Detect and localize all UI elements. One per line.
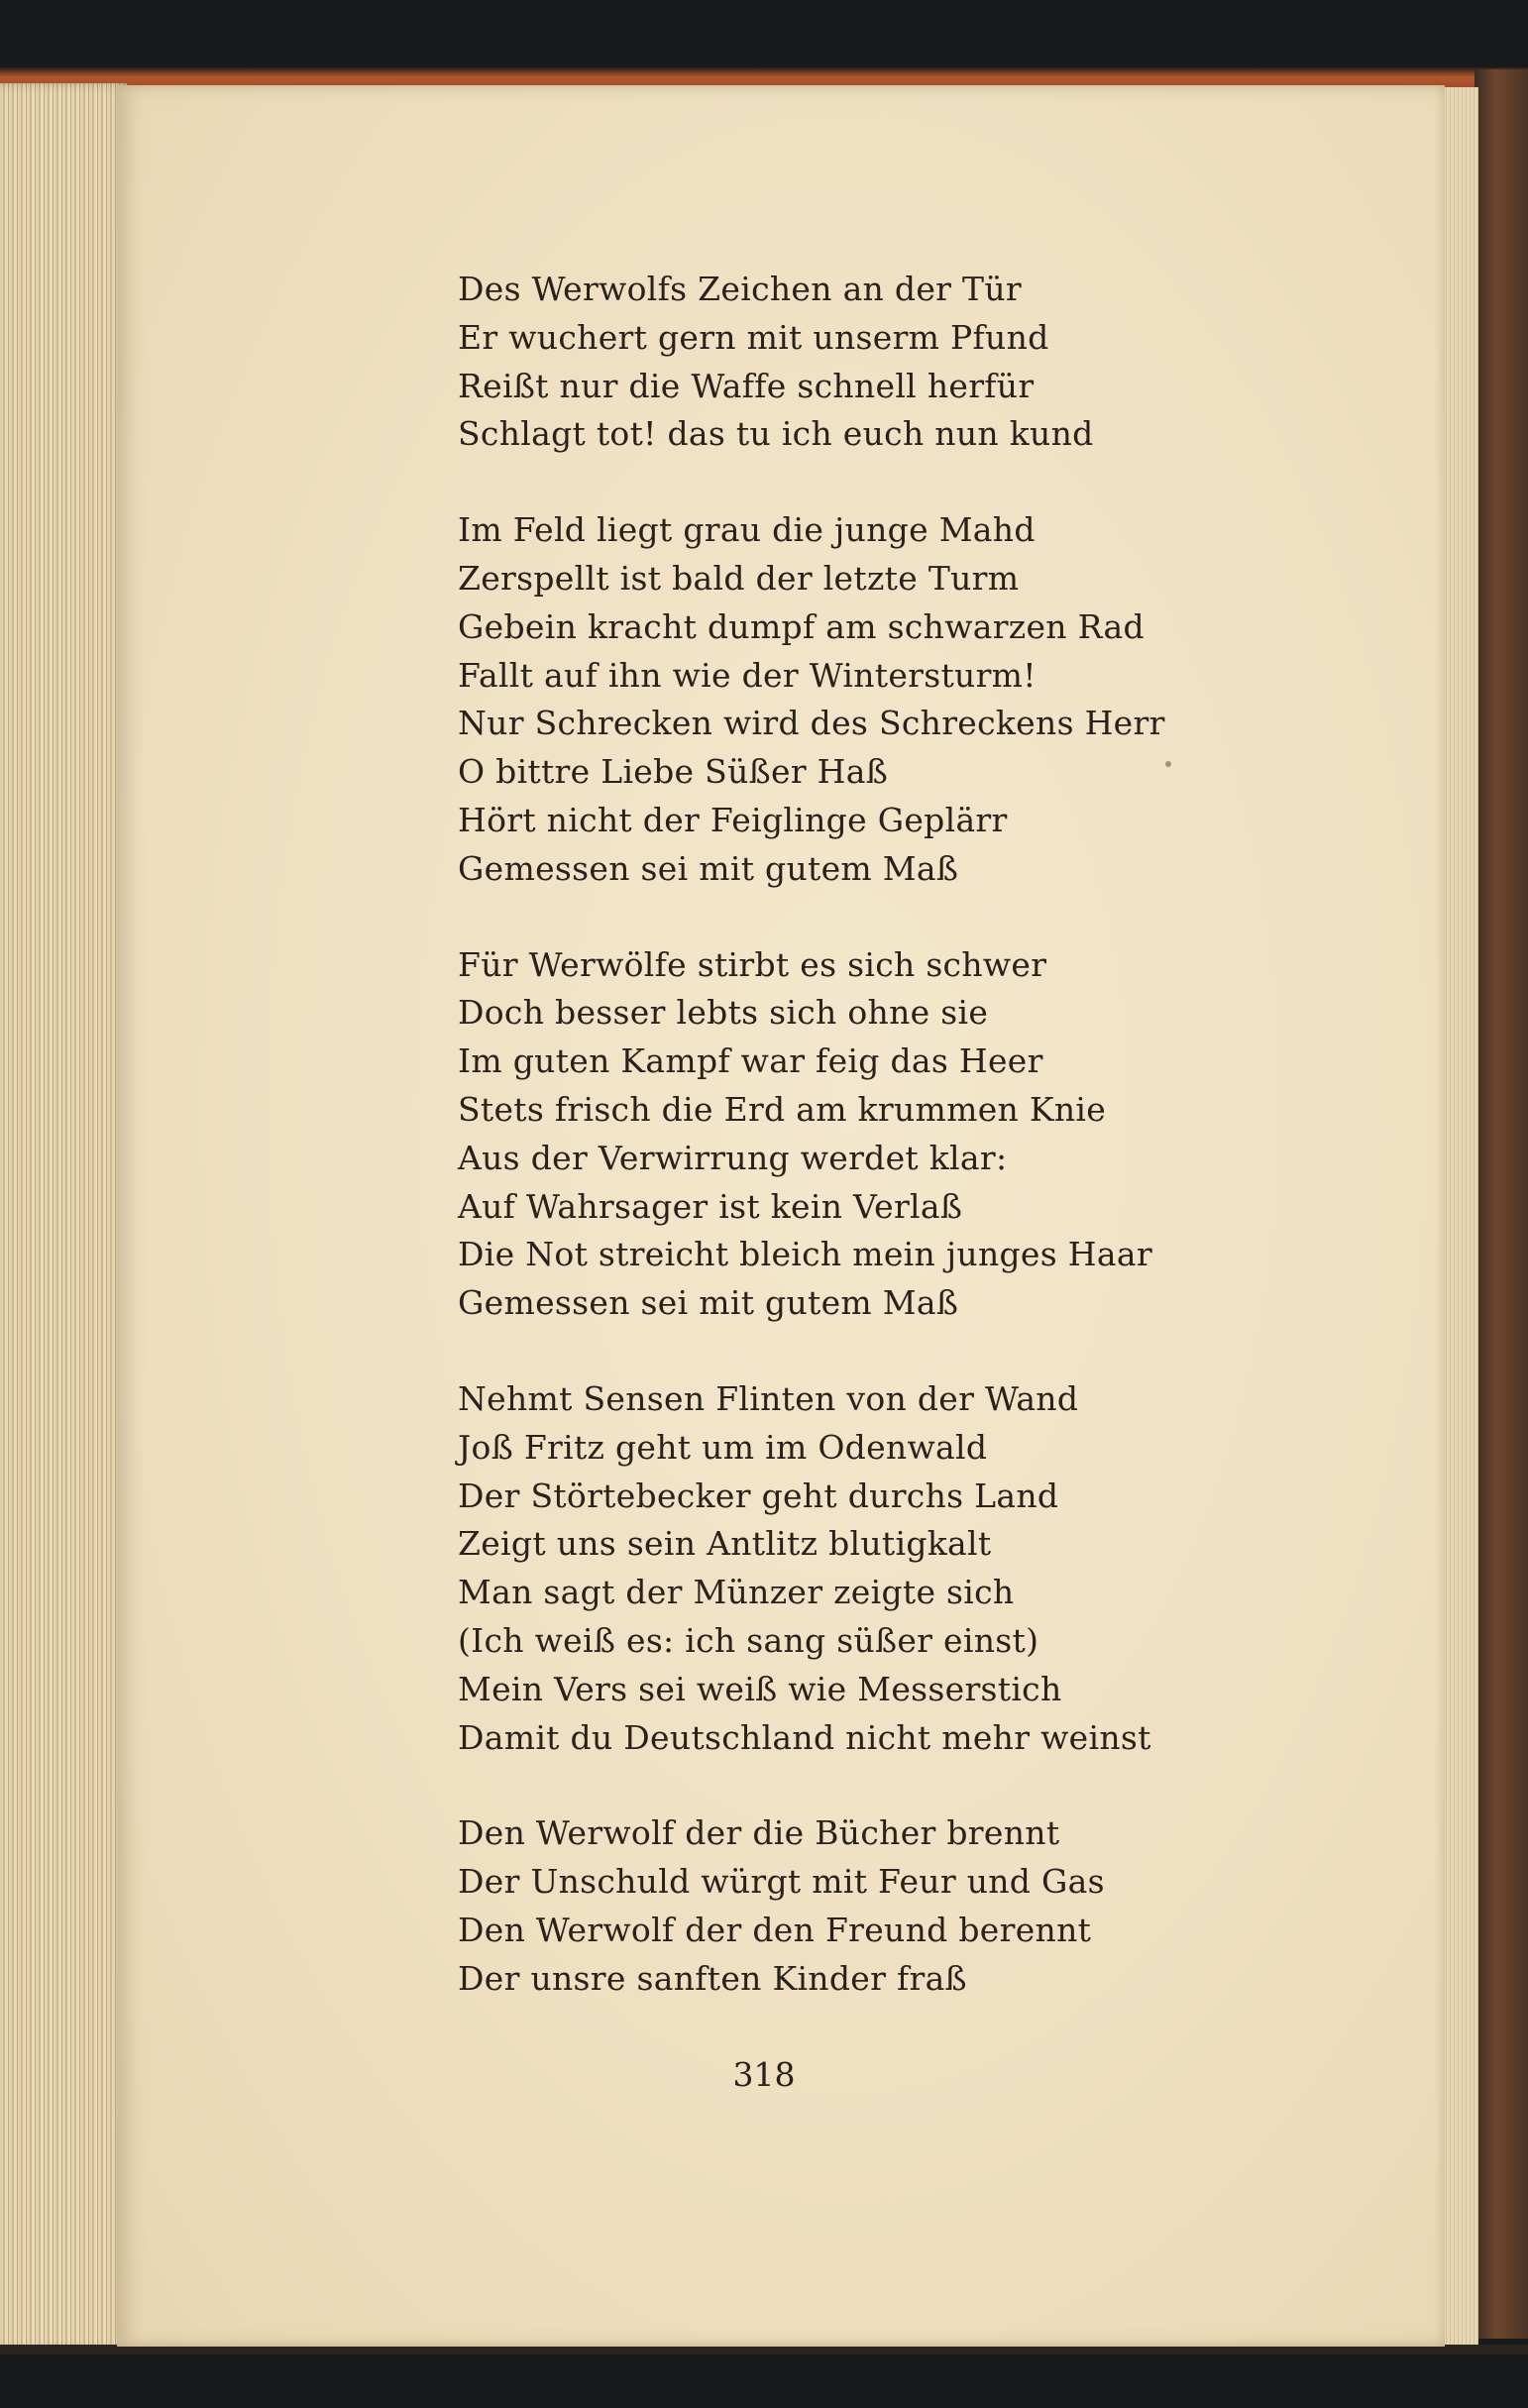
poem-line: Im Feld liegt grau die junge Mahd xyxy=(458,510,1036,550)
poem-line: Für Werwölfe stirbt es sich schwer xyxy=(458,944,1047,984)
poem-line: Gemessen sei mit gutem Maß xyxy=(458,848,959,888)
poem-line: Schlagt tot! das tu ich euch nun kund xyxy=(458,414,1094,454)
poem-line: Aus der Verwirrung werdet klar: xyxy=(458,1138,1008,1177)
page-stack-left xyxy=(0,83,127,2351)
poem-line: Hört nicht der Feiglinge Geplärr xyxy=(458,800,1008,839)
poem-line: Zeigt uns sein Antlitz blutigkalt xyxy=(458,1524,992,1564)
poem-line: Gebein kracht dumpf am schwarzen Rad xyxy=(458,606,1145,646)
poem-line: Damit du Deutschland nicht mehr weinst xyxy=(458,1717,1151,1757)
stanza-4 xyxy=(458,1375,1211,1762)
poem-line: O bittre Liebe Süßer Haß xyxy=(458,752,889,792)
page-stack-right xyxy=(1439,87,1478,2345)
poem-line: Den Werwolf der die Bücher brennt xyxy=(458,1813,1060,1853)
poem-line: Nur Schrecken wird des Schreckens Herr xyxy=(458,704,1165,743)
poem-line: Der Unschuld würgt mit Feur und Gas xyxy=(458,1862,1105,1902)
poem-line: Die Not streicht bleich mein junges Haar xyxy=(458,1235,1152,1274)
stanza-1 xyxy=(458,266,1211,459)
poem-line: Der Störtebecker geht durchs Land xyxy=(458,1476,1059,1515)
poem xyxy=(458,266,1211,2051)
poem-line: Gemessen sei mit gutem Maß xyxy=(458,1283,959,1323)
poem-line: Reißt nur die Waffe schnell herfür xyxy=(458,366,1035,405)
poem-line: Fallt auf ihn wie der Wintersturm! xyxy=(458,655,1037,695)
stanza-3 xyxy=(458,941,1211,1328)
stanza-5 xyxy=(458,1809,1211,2003)
poem-line: Des Werwolfs Zeichen an der Tür xyxy=(458,270,1022,308)
poem-line: Man sagt der Münzer zeigte sich xyxy=(458,1573,1015,1612)
poem-line: Er wuchert gern mit unserm Pfund xyxy=(458,317,1049,357)
poem-line: Nehmt Sensen Flinten von der Wand xyxy=(458,1378,1079,1418)
poem-line: Den Werwolf der den Freund berennt xyxy=(458,1910,1092,1949)
stanza-2 xyxy=(458,506,1211,893)
poem-line: Joß Fritz geht um im Odenwald xyxy=(458,1427,988,1467)
poem-line: Stets frisch die Erd am krummen Knie xyxy=(458,1089,1107,1129)
poem-line: (Ich weiß es: ich sang süßer einst) xyxy=(458,1620,1039,1660)
book-cover-edge-right xyxy=(1474,69,1528,2339)
poem-line: Der unsre sanften Kinder fraß xyxy=(458,1958,967,1998)
poem-line: Auf Wahrsager ist kein Verlaß xyxy=(458,1186,963,1226)
poem-line: Doch besser lebts sich ohne sie xyxy=(458,993,989,1033)
poem-line: Zerspellt ist bald der letzte Turm xyxy=(458,558,1020,598)
poem-line: Im guten Kampf war feig das Heer xyxy=(458,1041,1043,1081)
page-number: 318 xyxy=(732,2055,796,2094)
poem-line: Mein Vers sei weiß wie Messerstich xyxy=(458,1669,1062,1708)
